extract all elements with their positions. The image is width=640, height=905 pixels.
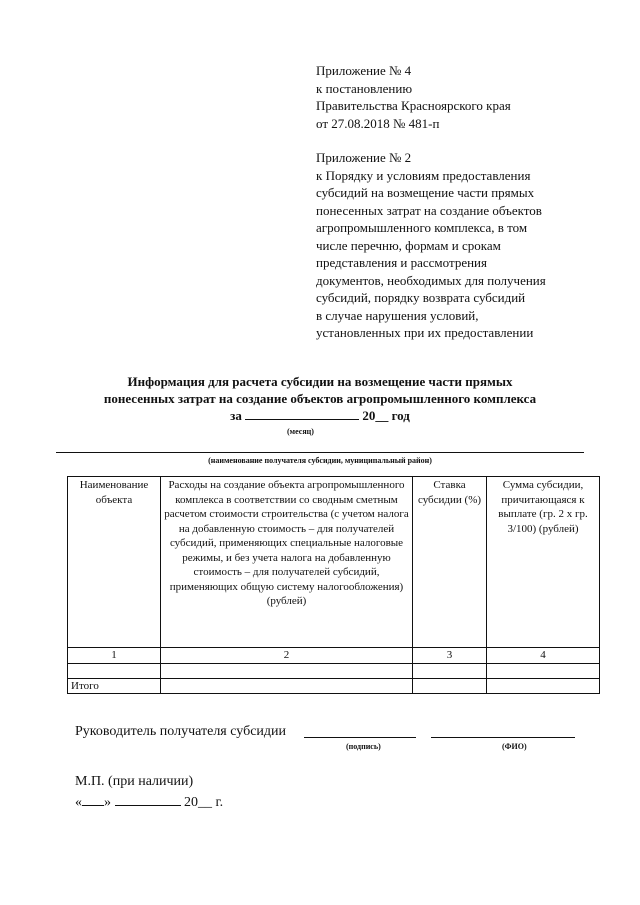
appendix-4-line: к постановлению xyxy=(316,80,413,96)
table-header-row xyxy=(68,477,600,648)
header-expenses: Расходы на создание объекта агропромышленного комплекса в соответствии со сводным сметным расчетом стоимости строительства (с учетом налога на добавленную стоимость – для получателей субсидий, применяющих специальные налоговые режимы, и без учета налога на добавленную стоимость – для получателей субсидий, применяющих общую систему налогообложения) (рублей) xyxy=(161,477,413,648)
signature-caption: (подпись) xyxy=(346,742,381,751)
month-blank xyxy=(245,408,359,420)
period-year: 20__ год xyxy=(362,408,410,423)
table-cell xyxy=(413,678,487,694)
title-period xyxy=(0,407,640,424)
title-line-2: понесенных затрат на создание объектов агропромышленного комплекса xyxy=(103,391,537,406)
header-rate: Ставка субсидии (%) xyxy=(413,477,487,648)
table-cell xyxy=(487,663,600,678)
stamp-label: М.П. (при наличии) xyxy=(75,774,194,789)
subsidy-table xyxy=(67,476,600,694)
appendix-2-line: к Порядку и условиям предоставления xyxy=(316,167,531,183)
appendix-2-line: субсидий на возмещение части прямых xyxy=(316,185,535,200)
appendix-4-line: от 27.08.2018 № 481-п xyxy=(316,115,440,131)
appendix-2-line: представления и рассмотрения xyxy=(316,255,487,270)
date-close-quote: » xyxy=(104,795,111,810)
appendix-4-header xyxy=(316,62,511,132)
column-number: 3 xyxy=(413,648,487,664)
table-row xyxy=(68,663,600,678)
column-number: 4 xyxy=(487,648,600,664)
date-open-quote: « xyxy=(75,795,82,810)
recipient-caption: (наименование получателя субсидии, муниципальный район) xyxy=(208,456,432,465)
total-row xyxy=(68,678,600,694)
table-number-row xyxy=(68,648,600,664)
month-blank-date xyxy=(115,793,181,806)
appendix-2-header xyxy=(316,149,546,342)
document-title xyxy=(0,373,640,424)
date-year: 20__ г. xyxy=(184,795,224,810)
appendix-4-line: Правительства Красноярского края xyxy=(316,98,511,113)
name-blank xyxy=(431,737,575,738)
column-number: 2 xyxy=(161,648,413,664)
column-number: 1 xyxy=(68,648,161,664)
appendix-2-line: Приложение № 2 xyxy=(316,150,412,165)
appendix-2-line: агропромышленного комплекса, в том xyxy=(316,220,528,235)
period-prefix: за xyxy=(230,408,242,423)
table-cell xyxy=(413,663,487,678)
recipient-blank xyxy=(56,452,584,453)
date-line xyxy=(75,793,223,811)
total-label: Итого xyxy=(68,678,161,694)
appendix-4-line: Приложение № 4 xyxy=(316,63,412,78)
title-line-1: Информация для расчета субсидии на возмещение части прямых xyxy=(127,374,513,389)
month-caption: (месяц) xyxy=(287,427,314,436)
header-object-name: Наименование объекта xyxy=(68,477,161,648)
appendix-2-line: документов, необходимых для получения xyxy=(316,272,546,288)
appendix-2-line: понесенных затрат на создание объектов xyxy=(316,202,542,218)
header-subsidy-amount: Сумма субсидии, причитающаяся к выплате (гр. 2 х гр. 3/100) (рублей) xyxy=(487,477,600,648)
appendix-2-line: субсидий, порядку возврата субсидий xyxy=(316,290,526,305)
signature-blank xyxy=(304,737,416,738)
appendix-2-line: числе перечню, формам и срокам xyxy=(316,237,501,253)
table-cell xyxy=(161,678,413,694)
signature-label: Руководитель получателя субсидии xyxy=(75,724,287,739)
table-cell xyxy=(487,678,600,694)
day-blank xyxy=(82,793,104,806)
appendix-2-line: в случае нарушения условий, xyxy=(316,307,479,323)
table-cell xyxy=(161,663,413,678)
appendix-2-line: установленных при их предоставлении xyxy=(316,325,534,340)
name-caption: (ФИО) xyxy=(502,742,527,751)
table-cell xyxy=(68,663,161,678)
